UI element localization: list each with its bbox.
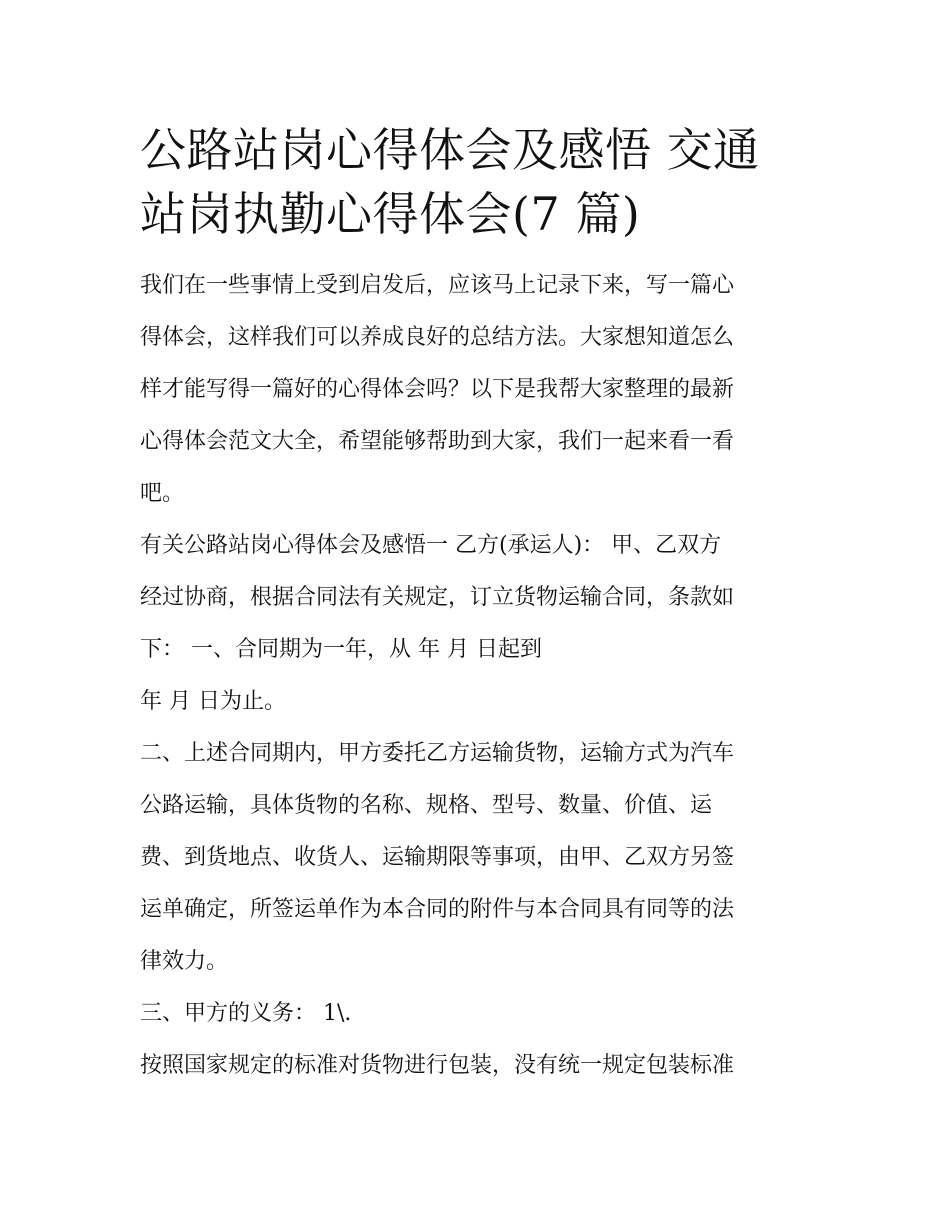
text-line: 三、甲方的义务： 1\. <box>140 1001 352 1026</box>
text-line: 我们在一些事情上受到启发后，应该马上记录下来，写一篇心 <box>140 273 735 298</box>
document-title <box>140 118 820 246</box>
text-line: 运单确定，所签运单作为本合同的附件与本合同具有同等的法 <box>140 897 735 922</box>
text-line: 律效力。 <box>140 949 229 974</box>
contract-clause-three-item <box>140 1040 820 1092</box>
text-line: 有关公路站岗心得体会及感悟一 乙方(承运人)： 甲、乙双方 <box>140 533 722 558</box>
intro-paragraph <box>140 260 820 520</box>
text-line: 经过协商，根据合同法有关规定，订立货物运输合同，条款如 <box>140 585 735 610</box>
text-line: 心得体会范文大全，希望能够帮助到大家，我们一起来看一看 <box>140 429 735 454</box>
contract-term-end <box>140 676 820 728</box>
contract-paragraph-intro <box>140 520 820 676</box>
text-line: 吧。 <box>140 481 185 506</box>
text-line: 样才能写得一篇好的心得体会吗？以下是我帮大家整理的最新 <box>140 377 735 402</box>
contract-clause-two <box>140 728 820 988</box>
title-line: 站岗执勤心得体会(7 篇) <box>140 187 641 241</box>
text-line: 公路运输，具体货物的名称、规格、型号、数量、价值、运 <box>140 793 713 818</box>
text-line: 按照国家规定的标准对货物进行包装，没有统一规定包装标准 <box>140 1053 735 1078</box>
text-line: 得体会，这样我们可以养成良好的总结方法。大家想知道怎么 <box>140 325 735 350</box>
document-body <box>140 118 820 1092</box>
text-line: 年 月 日为止。 <box>140 689 286 714</box>
text-line: 二、上述合同期内，甲方委托乙方运输货物，运输方式为汽车 <box>140 741 735 766</box>
contract-clause-three-heading <box>140 988 820 1040</box>
title-line: 公路站岗心得体会及感悟 交通 <box>140 123 760 177</box>
text-line: 下： 一、合同期为一年，从 年 月 日起到 <box>140 637 542 662</box>
text-line: 费、到货地点、收货人、运输期限等事项，由甲、乙双方另签 <box>140 845 735 870</box>
